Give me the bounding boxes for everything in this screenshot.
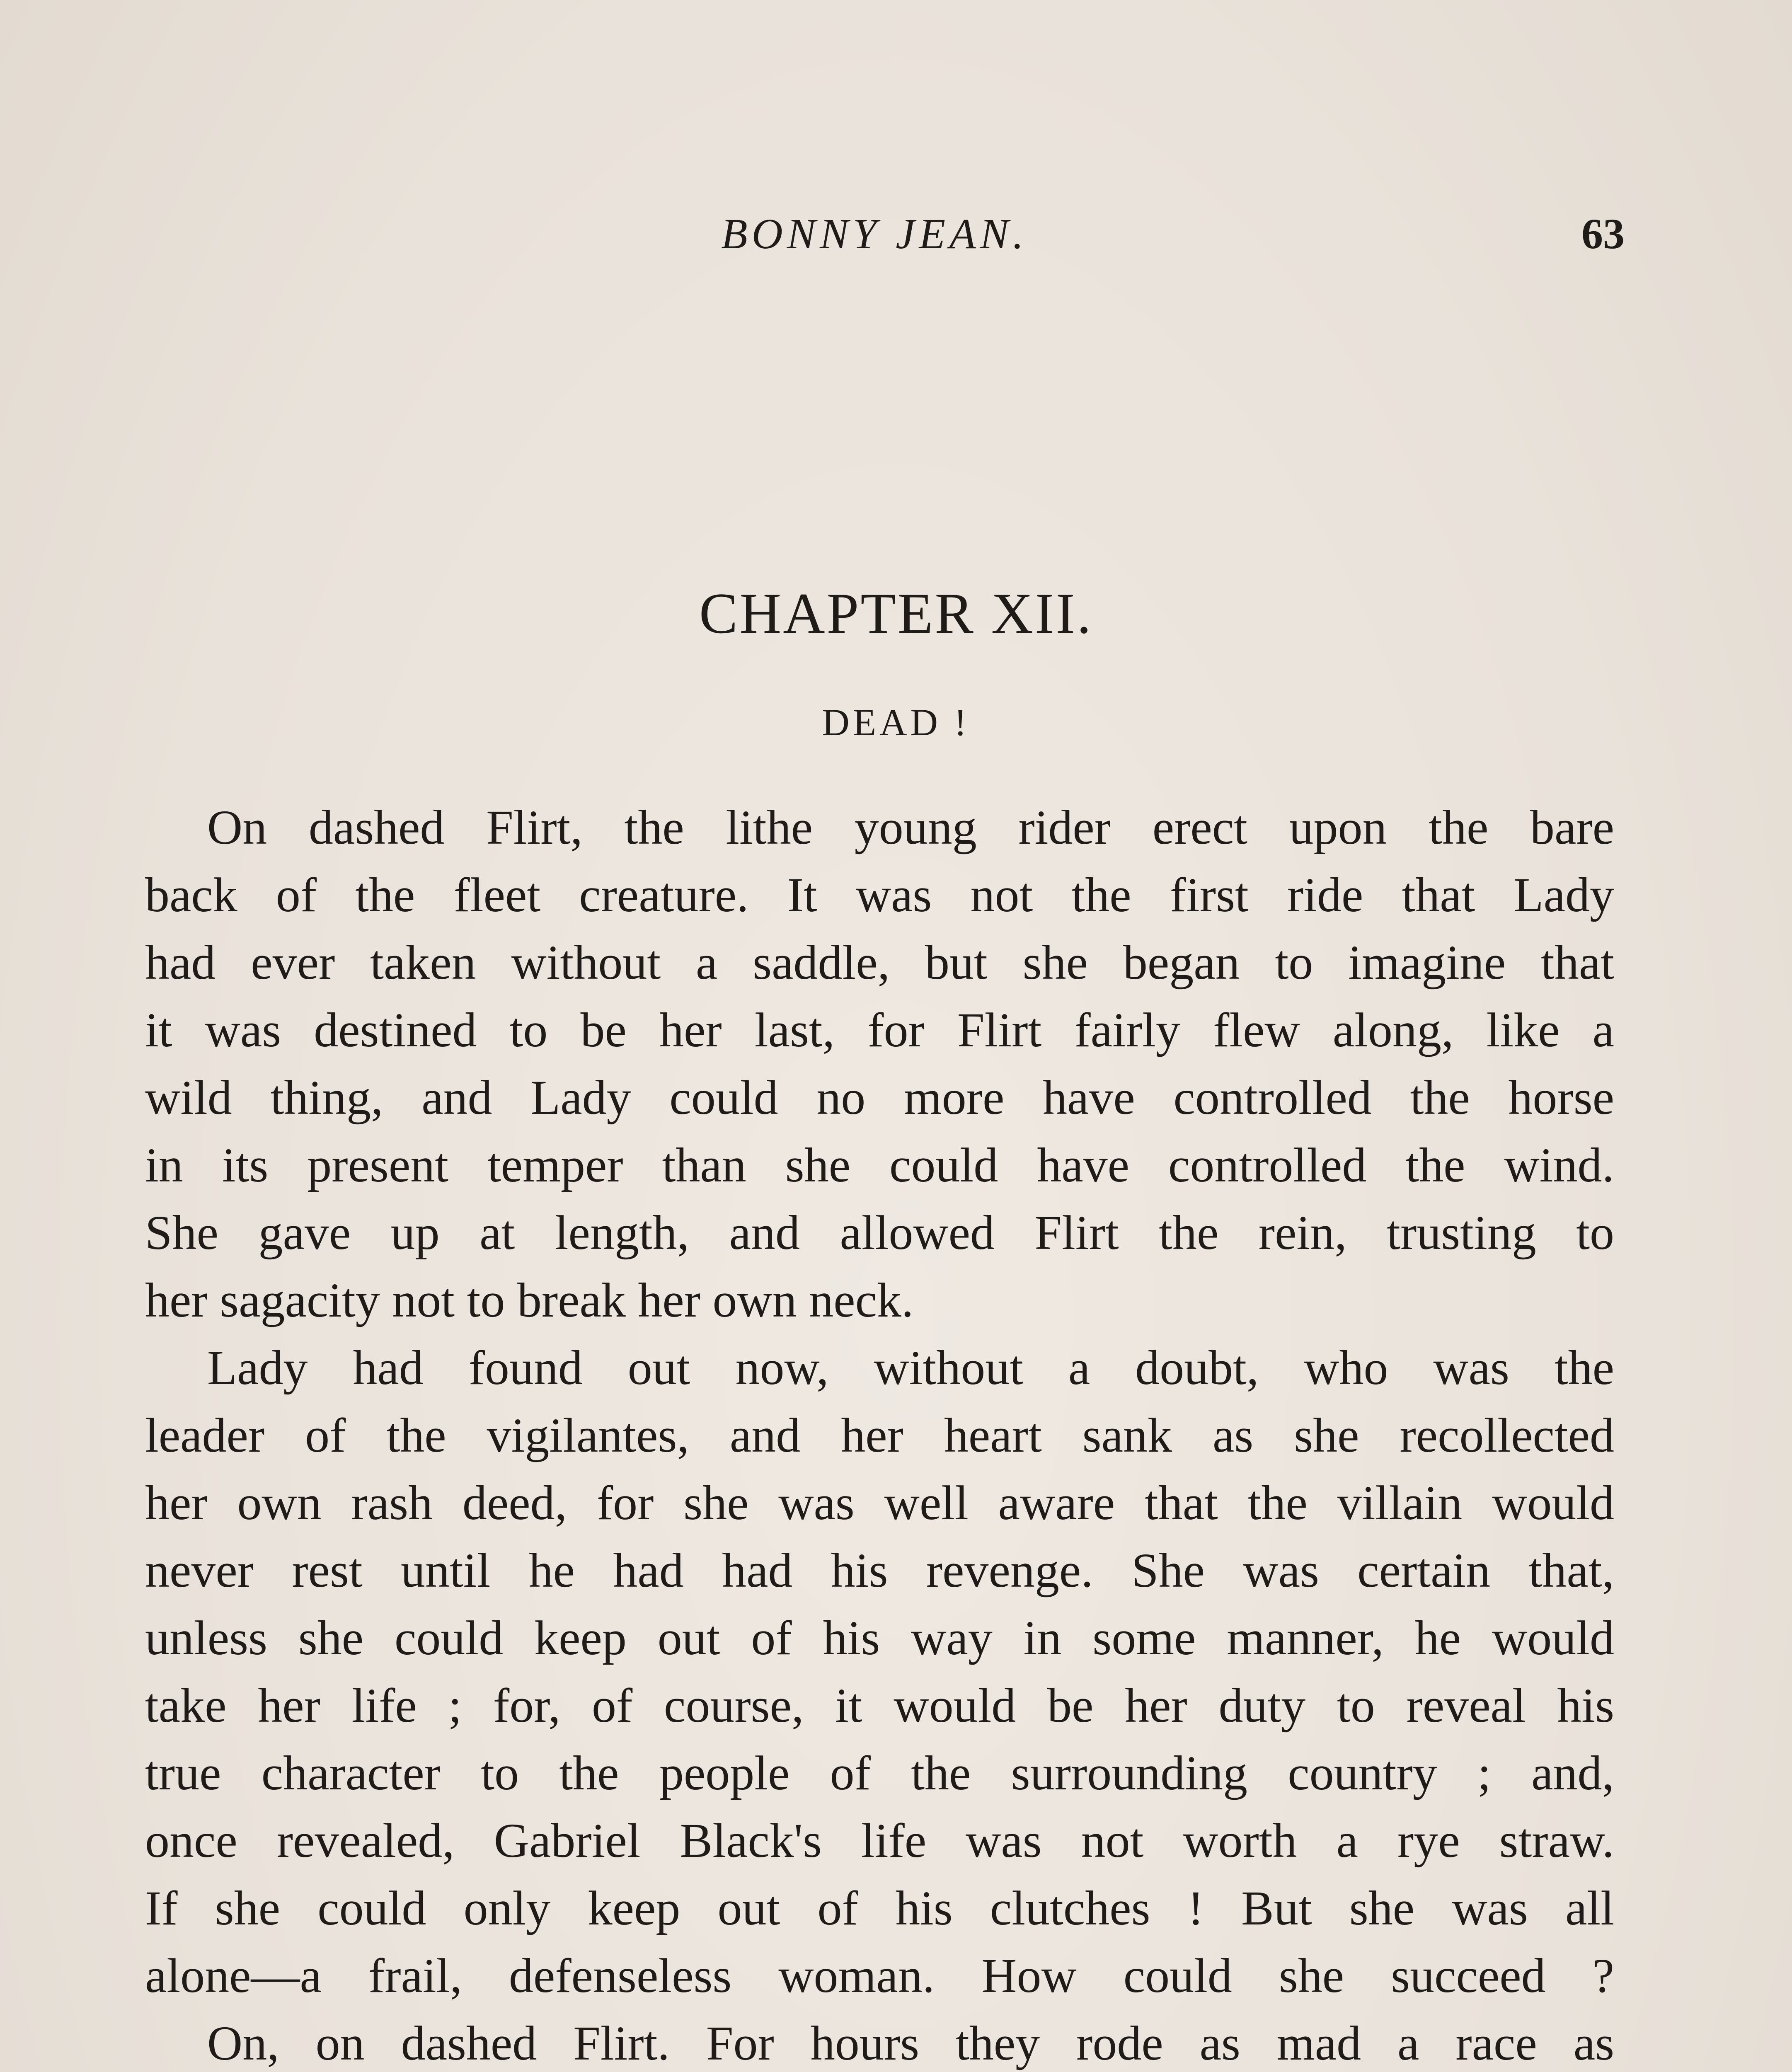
page-number: 63 [1581, 210, 1625, 258]
text-line: wild thing, and Lady could no more have controlled the horse [145, 1070, 1614, 1125]
chapter-subtitle: DEAD ! [822, 701, 970, 743]
running-head [0, 209, 1792, 267]
text-line: She gave up at length, and allowed Flirt the rein, trusting to [145, 1205, 1614, 1260]
text-line: it was destined to be her last, for Flirt fairly flew along, like a [145, 1003, 1614, 1057]
text-line: alone—a frail, defenseless woman. How could she succeed ? [145, 1949, 1614, 2003]
text-line: take her life ; for, of course, it would be her duty to reveal his [145, 1678, 1614, 1733]
text-line: her own rash deed, for she was well aware that the villain would [145, 1476, 1614, 1530]
text-line: had ever taken without a saddle, but she began to imagine that [145, 935, 1614, 990]
running-title: BONNY JEAN. [721, 210, 1028, 258]
chapter-title: CHAPTER XII. [699, 581, 1093, 646]
text-line: On, on dashed Flirt. For hours they rode as mad a race as [207, 2016, 1614, 2070]
text-line: never rest until he had had his revenge. She was certain that, [145, 1543, 1614, 1598]
text-line: once revealed, Gabriel Black's life was not worth a rye straw. [145, 1813, 1614, 1868]
text-line: Lady had found out now, without a doubt, who was the [207, 1341, 1614, 1395]
text-line: leader of the vigilantes, and her heart sank as she recollected [145, 1408, 1614, 1462]
text-line: unless she could keep out of his way in some manner, he would [145, 1611, 1614, 1665]
text-line: back of the fleet creature. It was not the first ride that Lady [145, 868, 1614, 922]
text-line: her sagacity not to break her own neck. [145, 1273, 914, 1327]
text-line: true character to the people of the surrounding country ; and, [145, 1746, 1614, 1800]
text-line: If she could only keep out of his clutches ! But she was all [145, 1881, 1614, 1935]
text-line: On dashed Flirt, the lithe young rider erect upon the bare [207, 800, 1614, 854]
body-text [145, 794, 1614, 2072]
text-line: in its present temper than she could have controlled the wind. [145, 1138, 1614, 1192]
